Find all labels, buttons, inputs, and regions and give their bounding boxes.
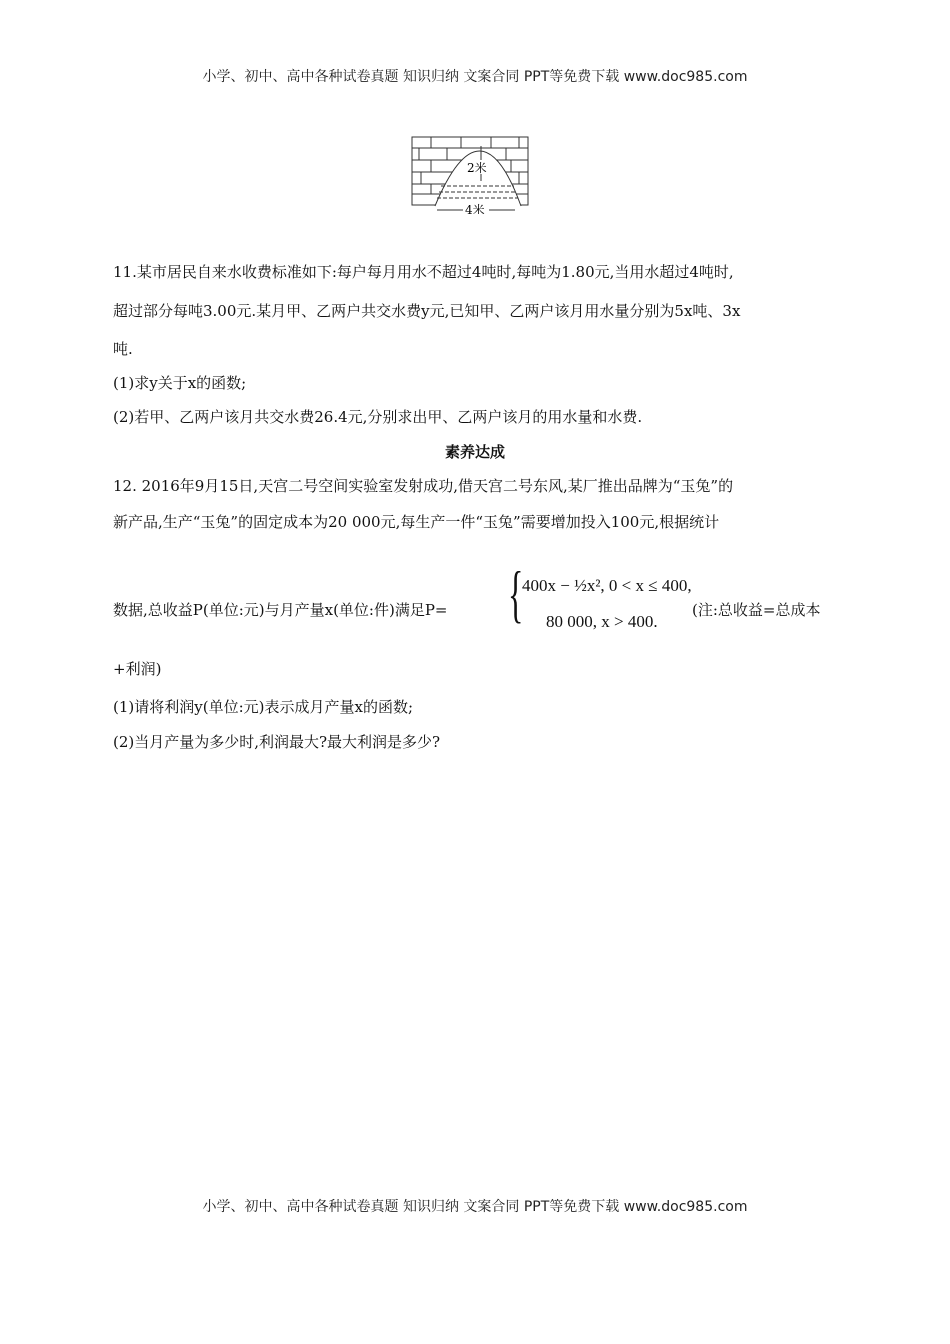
q12-line: 新产品,生产“玉兔”的固定成本为20 000元,每生产一件“玉兔”需要增加投入100元,根据统计: [113, 513, 720, 531]
page-footer: 小学、初中、高中各种试卷真题 知识归纳 文案合同 PPT等免费下载 www.doc985.com: [202, 1199, 748, 1215]
section-title: 素养达成: [444, 443, 505, 461]
height-label: 2米: [467, 161, 487, 175]
tunnel-figure: [411, 136, 529, 214]
q11-part2: (2)若甲、乙两户该月共交水费26.4元,分别求出甲、乙两户该月的用水量和水费.: [113, 408, 643, 426]
q12-part1: (1)请将利润y(单位:元)表示成月产量x的函数;: [113, 698, 413, 716]
page-header: 小学、初中、高中各种试卷真题 知识归纳 文案合同 PPT等免费下载 www.doc985.com: [202, 69, 748, 85]
width-label: 4米: [465, 203, 485, 214]
q12-line: +利润): [113, 660, 162, 678]
q11-part1: (1)求y关于x的函数;: [113, 374, 247, 392]
q12-formula-prefix: 数据,总收益P(单位:元)与月产量x(单位:件)满足P=: [113, 601, 448, 619]
q12-line: 12. 2016年9月15日,天宫二号空间实验室发射成功,借天宫二号东风,某厂推出品牌为“玉兔”的: [113, 477, 734, 495]
q11-line: 超过部分每吨3.00元.某月甲、乙两户共交水费y元,已知甲、乙两户该月用水量分别为5x吨、3x: [113, 302, 741, 320]
brace: {: [508, 558, 524, 629]
formula-case-2: 80 000, x > 400.: [546, 612, 658, 631]
formula-case-1: 400x − ½x², 0 < x ≤ 400,: [522, 576, 692, 595]
piecewise-formula: [508, 558, 698, 636]
q12-part2: (2)当月产量为多少时,利润最大?最大利润是多少?: [113, 733, 441, 751]
q12-formula-suffix: (注:总收益=总成本: [692, 601, 821, 619]
q11-line: 11.某市居民自来水收费标准如下:每户每月用水不超过4吨时,每吨为1.80元,当用水超过4吨时,: [113, 263, 734, 281]
q11-line: 吨.: [113, 340, 133, 358]
